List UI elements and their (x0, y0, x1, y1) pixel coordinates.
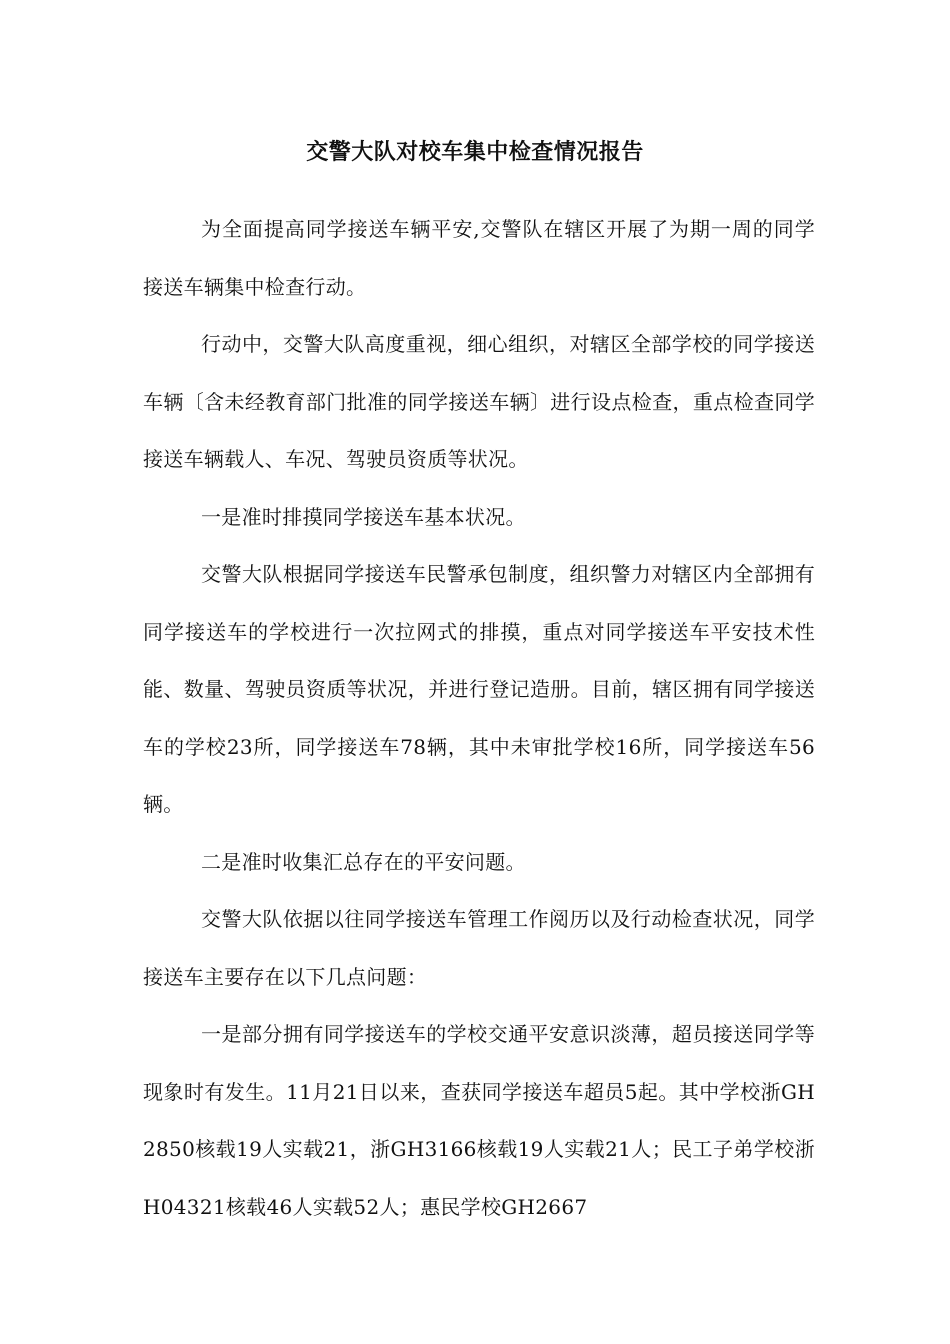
paragraph-intro: 为全面提高同学接送车辆平安,交警队在辖区开展了为期一周的同学接送车辆集中检查行动。 (143, 217, 815, 299)
document-body (143, 201, 815, 1236)
paragraph-action: 行动中，交警大队高度重视，细心组织，对辖区全部学校的同学接送车辆〔含未经教育部门批准的同学接送车辆〕进行设点检查，重点检查同学接送车辆载人、车况、驾驶员资质等状况。 (143, 332, 815, 471)
paragraph-survey: 交警大队根据同学接送车民警承包制度，组织警力对辖区内全部拥有同学接送车的学校进行一次拉网式的排摸，重点对同学接送车平安技术性能、数量、驾驶员资质等状况，并进行登记造册。目前，辖区拥有同学接送车的学校23所，同学接送车78辆，其中未审批学校16所，同学接送车56辆。 (143, 562, 815, 816)
paragraph-problems-intro: 交警大队依据以往同学接送车管理工作阅历以及行动检查状况，同学接送车主要存在以下几点问题： (143, 907, 815, 989)
paragraph-heading-two: 二是准时收集汇总存在的平安问题。 (201, 849, 526, 874)
document-title: 交警大队对校车集中检查情况报告 (306, 140, 644, 165)
paragraph-problem-one: 一是部分拥有同学接送车的学校交通平安意识淡薄，超员接送同学等现象时有发生。11月21日以来，查获同学接送车超员5起。其中学校浙GH2850核载19人实载21，浙GH3166核载19人实载21人；民工子弟学校浙H04321核载46人实载52人；惠民学校GH2667 (143, 1022, 815, 1219)
paragraph-heading-one: 一是准时排摸同学接送车基本状况。 (201, 504, 526, 529)
